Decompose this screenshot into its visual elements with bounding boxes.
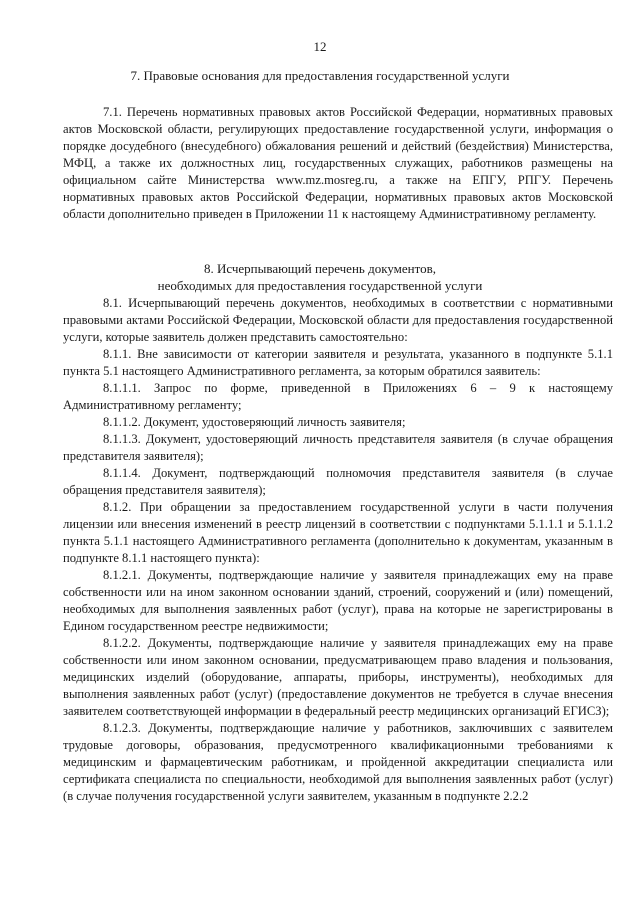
paragraph-8-1-1-3: 8.1.1.3. Документ, удостоверяющий личность представителя заявителя (в случае обращения представителя заявителя); <box>63 432 613 463</box>
section-8-heading-line-2: необходимых для предоставления государственной услуги <box>157 278 483 293</box>
paragraph-8-1-2-1: 8.1.2.1. Документы, подтверждающие наличие у заявителя принадлежащих ему на праве собственности или на ином законном основании зданий, строений, сооружений и (или) помещений, необходимых для выполнения заявленных работ (услуг), права на которые не зарегистрированы в Едином государственном реестре недвижимости; <box>63 568 613 633</box>
section-7-body <box>63 104 613 223</box>
paragraph-8-1-1-2: 8.1.1.2. Документ, удостоверяющий личность заявителя; <box>103 415 406 429</box>
section-8-heading <box>0 260 640 294</box>
paragraph-8-1-2-2: 8.1.2.2. Документы, подтверждающие наличие у заявителя принадлежащих ему на праве собственности или ином законном основании, предусматривающем право владения и пользования, медицинских изделий (оборудование, аппараты, приборы, инструменты), необходимых для выполнения заявленных работ (услуг) (предоставление документов не требуется в случае внесения заявителем соответствующей информации в федеральный реестр медицинских организаций ЕГИСЗ); <box>63 636 613 718</box>
section-8-body <box>63 295 613 805</box>
page-number: 12 <box>313 39 327 54</box>
paragraph-7-1: 7.1. Перечень нормативных правовых актов Российской Федерации, нормативных правовых актов Московской области, регулирующих предоставление государственной услуги, информация о порядке досудебного (внесудебного) обжалования решений и действий (бездействия) Министерства, МФЦ, а также их должностных лиц, государственных служащих, работников размещены на официальном сайте Министерства www.mz.mosreg.ru, а также на ЕПГУ, РПГУ. Перечень нормативных правовых актов Российской Федерации, нормативных правовых актов Московской области дополнительно приведен в Приложении 11 к настоящему Административному регламенту. <box>63 105 613 221</box>
paragraph-8-1-2-3: 8.1.2.3. Документы, подтверждающие наличие у работников, заключивших с заявителем трудовые договоры, образования, предусмотренного квалификационными требованиями к медицинским и фармацевтическим работникам, и пройденной аккредитации специалиста или сертификата специалиста по специальности, необходимой для выполнения заявленных работ (услуг) (в случае получения государственной услуги заявителем, указанным в подпункте 2.2.2 <box>63 721 613 803</box>
paragraph-8-1: 8.1. Исчерпывающий перечень документов, необходимых в соответствии с нормативными правовыми актами Российской Федерации, Московской области для предоставления государственной услуги, которые заявитель должен представить самостоятельно: <box>63 296 613 344</box>
section-8-heading-line-1: 8. Исчерпывающий перечень документов, <box>203 261 437 276</box>
paragraph-8-1-2: 8.1.2. При обращении за предоставлением государственной услуги в части получения лицензии или внесения изменений в реестр лицензий в соответствии с подпунктами 5.1.1.1 и 5.1.1.2 пункта 5.1.1 настоящего Административного регламента (дополнительно к документам, указанным в подпункте 8.1.1 настоящего пункта): <box>63 500 613 565</box>
paragraph-8-1-1-4: 8.1.1.4. Документ, подтверждающий полномочия представителя заявителя (в случае обращения представителя заявителя); <box>63 466 613 497</box>
section-7-heading: 7. Правовые основания для предоставления государственной услуги <box>130 68 510 83</box>
paragraph-8-1-1-1: 8.1.1.1. Запрос по форме, приведенной в Приложениях 6 – 9 к настоящему Административному регламенту; <box>63 381 613 412</box>
paragraph-8-1-1: 8.1.1. Вне зависимости от категории заявителя и результата, указанного в подпункте 5.1.1 пункта 5.1 настоящего Административного регламента, за которым обратился заявитель: <box>63 347 613 378</box>
